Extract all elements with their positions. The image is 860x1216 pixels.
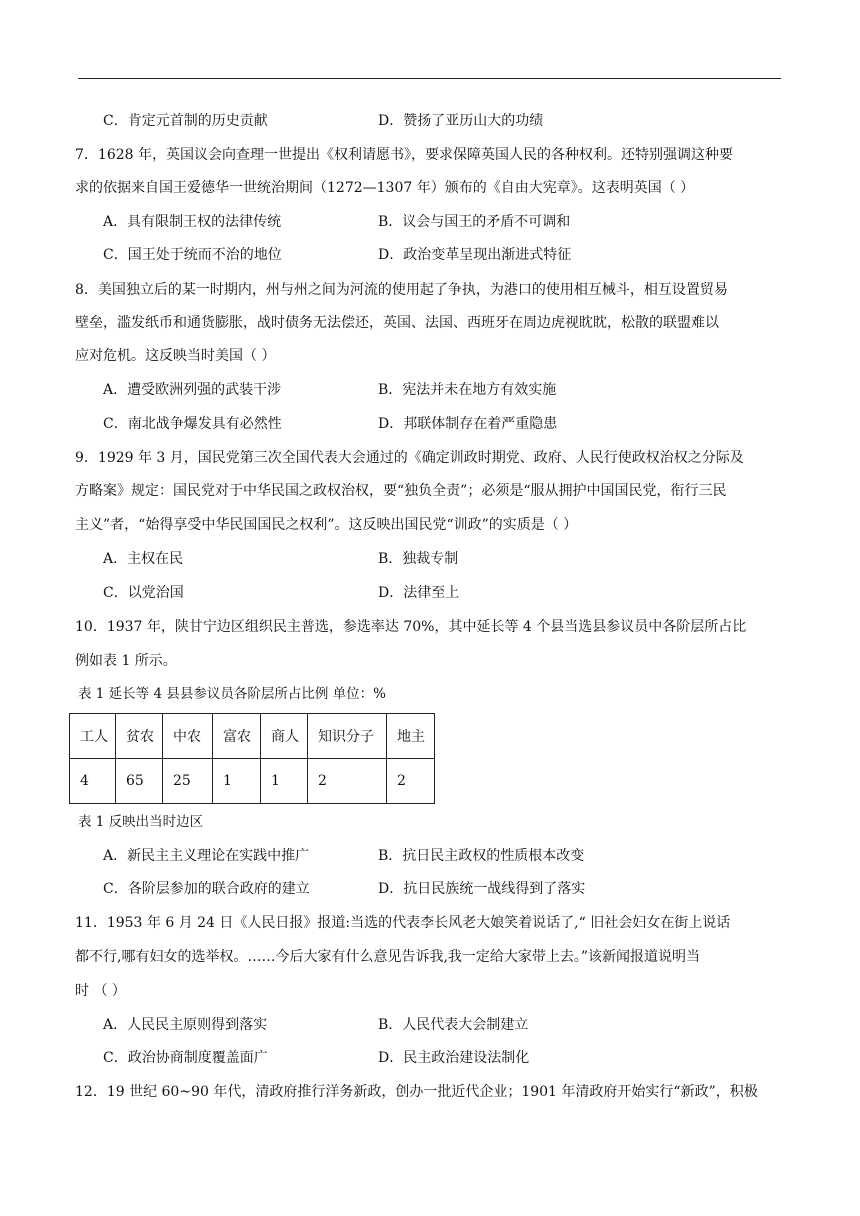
q9-stem-line-1: 9．1929 年 3 月，国民党第三次全国代表大会通过的《确定训政时期党、政府、人民行使政权治权之分际及 <box>75 450 744 466</box>
q11-stem-line-1: 11．1953 年 6 月 24 日《人民日报》报道:当选的代表李长风老大娘笑着说话了,“ 旧社会妇女在街上说话 <box>75 915 731 931</box>
q7-stem-line-2: 求的依据来自国王爱德华一世统治期间（1272—1307 年）颁布的《自由大宪章》。这表明英国（ ） <box>75 180 695 196</box>
q8-option-c: C．南北战争爆发具有必然性 <box>103 416 282 432</box>
q10-option-d: D．抗日民族统一战线得到了落实 <box>378 881 586 897</box>
table-cell: 25 <box>163 759 213 804</box>
q11-option-a: A．人民民主原则得到落实 <box>103 1017 268 1033</box>
table-cell: 4 <box>70 759 116 804</box>
table-header-cell: 富农 <box>213 714 261 759</box>
q11-stem-line-3: 时 （ ） <box>75 983 126 999</box>
q7-option-b: B．议会与国王的矛盾不可调和 <box>378 214 571 230</box>
q10-option-c: C．各阶层参加的联合政府的建立 <box>103 881 310 897</box>
table-header-cell: 知识分子 <box>308 714 387 759</box>
table-caption: 表 1 延长等 4 县县参议员各阶层所占比例 单位：% <box>78 686 386 702</box>
q9-stem-line-3: 主义”者，“始得享受中华民国国民之权利”。这反映出国民党“训政”的实质是（ ） <box>75 517 578 533</box>
q9-stem-line-2: 方略案》规定：国民党对于中华民国之政权治权，要“独负全责”；必须是“服从拥护中国国民党，衔行三民 <box>75 483 727 499</box>
q10-option-a: A．新民主主义理论在实践中推广 <box>103 848 310 864</box>
q8-stem-line-1: 8．美国独立后的某一时期内，州与州之间为河流的使用起了争执，为港口的使用相互械斗，相互设置贸易 <box>75 282 728 298</box>
table-header-cell: 工人 <box>70 714 116 759</box>
q9-option-a: A．主权在民 <box>103 551 184 567</box>
q7-stem-line-1: 7．1628 年，英国议会向查理一世提出《权利请愿书》，要求保障英国人民的各种权利。还特别强调这种要 <box>75 147 733 163</box>
q11-option-d: D．民主政治建设法制化 <box>378 1050 530 1066</box>
table-header-row <box>70 714 435 759</box>
q12-stem-line-1: 12．19 世纪 60~90 年代，清政府推行洋务新政，创办一批近代企业；1901 年清政府开始实行“新政”，积极 <box>75 1084 758 1100</box>
q8-stem-line-2: 壁垒，滥发纸币和通货膨胀，战时债务无法偿还，英国、法国、西班牙在周边虎视眈眈，松散的联盟难以 <box>75 315 719 331</box>
stratum-ratio-table <box>69 713 435 804</box>
q10-stem-line-1: 10．1937 年，陕甘宁边区组织民主普选，参选率达 70%，其中延长等 4 个县当选县参议员中各阶层所占比 <box>75 619 747 635</box>
q7-option-d: D．政治变革呈现出渐进式特征 <box>378 247 572 263</box>
q10-option-b: B．抗日民主政权的性质根本改变 <box>378 848 585 864</box>
q10-stem-line-2: 例如表 1 所示。 <box>75 653 177 669</box>
q8-option-d: D．邦联体制存在着严重隐患 <box>378 416 558 432</box>
q9-option-d: D．法律至上 <box>378 585 460 601</box>
table-cell: 2 <box>387 759 435 804</box>
q6-option-d: D．赞扬了亚历山大的功绩 <box>378 113 544 129</box>
table-cell: 2 <box>308 759 387 804</box>
table-row <box>70 759 435 804</box>
q8-option-a: A．遭受欧洲列强的武装干涉 <box>103 382 282 398</box>
table-cell: 1 <box>261 759 308 804</box>
q8-stem-line-3: 应对危机。这反映当时美国（ ） <box>75 348 276 364</box>
table-header-cell: 中农 <box>163 714 213 759</box>
table-header-cell: 地主 <box>387 714 435 759</box>
table-note: 表 1 反映出当时边区 <box>78 814 204 830</box>
q9-option-b: B．独裁专制 <box>378 551 459 567</box>
table-header-cell: 贫农 <box>116 714 163 759</box>
table-cell: 1 <box>213 759 261 804</box>
q9-option-c: C．以党治国 <box>103 585 184 601</box>
header-rule <box>78 78 781 79</box>
q6-option-c: C．肯定元首制的历史贡献 <box>103 113 268 129</box>
q7-option-a: A．具有限制王权的法律传统 <box>103 214 282 230</box>
q11-option-b: B．人民代表大会制建立 <box>378 1017 529 1033</box>
table-header-cell: 商人 <box>261 714 308 759</box>
q11-stem-line-2: 都不行,哪有妇女的选举权。……今后大家有什么意见告诉我,我一定给大家带上去。”该新闻报道说明当 <box>75 949 701 965</box>
q7-option-c: C．国王处于统而不治的地位 <box>103 247 282 263</box>
q11-option-c: C．政治协商制度覆盖面广 <box>103 1050 268 1066</box>
q8-option-b: B．宪法并未在地方有效实施 <box>378 382 557 398</box>
table-cell: 65 <box>116 759 163 804</box>
